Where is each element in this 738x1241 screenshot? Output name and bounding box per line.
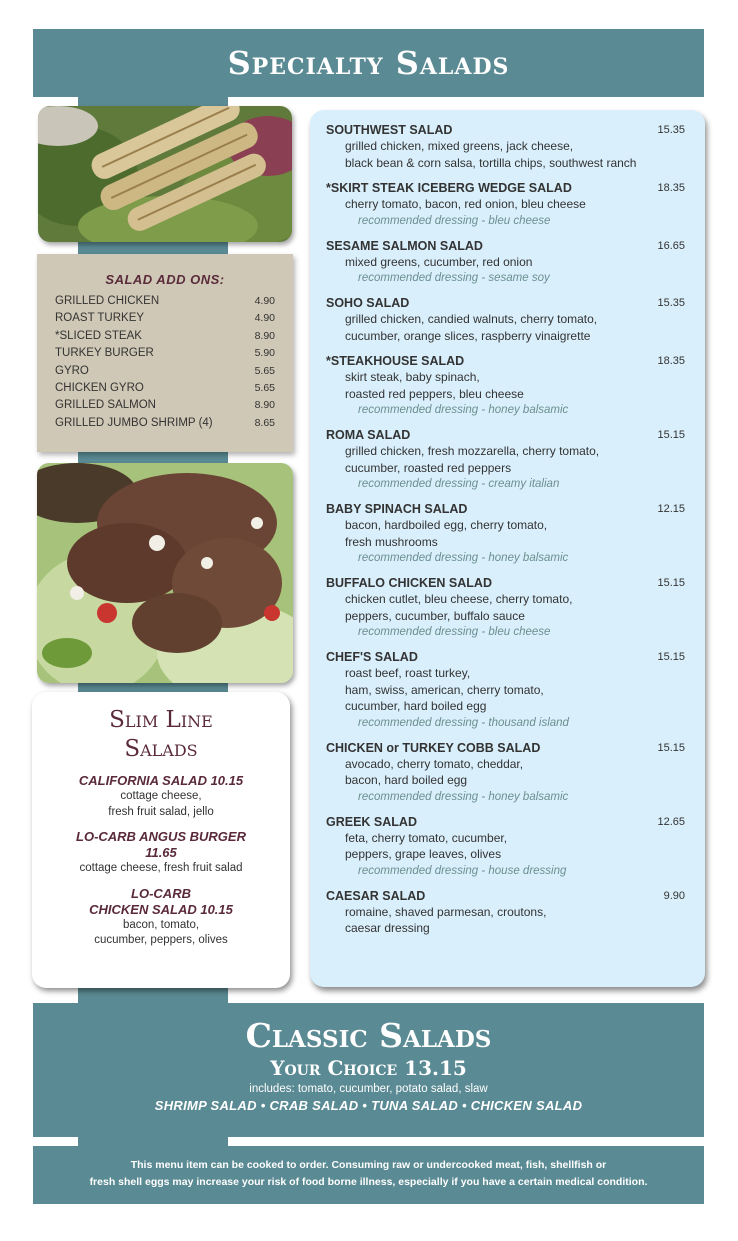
slim-line-title (32, 706, 290, 764)
slim-item (32, 886, 290, 949)
salad-description: chicken cutlet, bleu cheese, cherry tomato, (345, 592, 573, 606)
salad-description: bacon, hardboiled egg, cherry tomato, (345, 518, 548, 532)
salad-price: 18.35 (657, 182, 685, 194)
addon-row (55, 310, 275, 327)
salad-header (326, 575, 685, 591)
salad-price: 12.65 (657, 815, 685, 828)
slim-item (32, 829, 290, 877)
grilled-chicken-salad-photo (38, 106, 292, 242)
salad-name: SESAME SALMON SALAD (326, 238, 483, 253)
salad-header (326, 238, 685, 254)
salad-description: grilled chicken, mixed greens, jack cheese, (345, 139, 574, 153)
salad-item (326, 814, 685, 879)
add-ons-title: SALAD ADD ONS: (105, 272, 225, 287)
addon-row (55, 293, 275, 310)
salad-item (326, 888, 685, 937)
salad-description: peppers, grape leaves, olives (345, 847, 502, 861)
salad-description: ham, swiss, american, cherry tomato, (345, 682, 544, 697)
slim-item-name: CALIFORNIA SALAD 10.15 (78, 773, 244, 788)
salad-item (326, 427, 685, 492)
addon-price: 5.65 (254, 364, 275, 377)
gyro-salad-photo (37, 463, 293, 683)
addon-price: 5.65 (254, 382, 275, 395)
disclaimer-line: fresh shell eggs may increase your risk of food borne illness, especially if you have a certain medical condition. (89, 1176, 648, 1188)
salad-name: CHEF'S SALAD (326, 650, 418, 664)
salad-item (326, 740, 685, 805)
salad-header (326, 427, 685, 443)
salad-description: romaine, shaved parmesan, croutons, (345, 904, 547, 919)
salad-recommended-dressing: recommended dressing - sesame soy (358, 272, 550, 284)
salad-description: caesar dressing (345, 921, 430, 935)
salad-recommended-dressing: recommended dressing - thousand island (358, 716, 569, 729)
salad-description: cherry tomato, bacon, red onion, bleu cheese (345, 197, 586, 211)
salad-header (326, 501, 685, 517)
salad-name: *SKIRT STEAK ICEBERG WEDGE SALAD (326, 181, 572, 195)
salad-recommended-dressing: recommended dressing - creamy italian (358, 478, 560, 490)
addon-name: GRILLED SALMON (55, 399, 156, 412)
salad-description: skirt steak, baby spinach, (345, 370, 480, 384)
salad-item (326, 353, 685, 418)
salad-item (326, 649, 685, 731)
slim-item-name: LO-CARB ANGUS BURGER (76, 829, 246, 844)
salad-price: 15.15 (657, 741, 685, 754)
salad-item (326, 501, 685, 566)
salad-description: roast beef, roast turkey, (345, 666, 471, 680)
specialty-salads-list (310, 110, 705, 987)
slim-item (32, 773, 290, 820)
salad-description: bacon, hard boiled egg (345, 773, 468, 787)
salad-name: GREEK SALAD (326, 814, 417, 829)
addon-name: ROAST TURKEY (55, 312, 145, 325)
salad-name: CAESAR SALAD (326, 888, 426, 903)
salad-item (326, 122, 685, 171)
salad-recommended-dressing: recommended dressing - honey balsamic (358, 404, 569, 416)
slim-item-desc: fresh fruit salad, jello (108, 805, 214, 818)
salad-header (326, 180, 685, 196)
salad-description: grilled chicken, candied walnuts, cherry tomato, (345, 312, 598, 326)
salad-header (326, 740, 685, 756)
slim-line-salads-box (32, 692, 290, 988)
salad-description: feta, cherry tomato, cucumber, (345, 830, 508, 845)
slim-item-desc: cottage cheese, (120, 790, 202, 802)
salad-description: cucumber, roasted red peppers (345, 460, 512, 475)
addon-row (55, 415, 275, 432)
salad-header (326, 888, 685, 904)
classic-salads-title: Classic Salads (245, 1016, 492, 1055)
salad-header (326, 295, 685, 311)
disclaimer-line: This menu item can be cooked to order. Consuming raw or undercooked meat, fish, shellfish or (130, 1159, 607, 1171)
salad-recommended-dressing: recommended dressing - bleu cheese (358, 214, 551, 227)
addon-name: CHICKEN GYRO (55, 382, 144, 395)
slim-item-desc: bacon, tomato, (122, 918, 200, 931)
addon-row (55, 328, 275, 345)
salad-price: 15.15 (657, 651, 685, 663)
salad-description: peppers, cucumber, buffalo sauce (345, 608, 525, 623)
classic-salads-price: Your Choice 13.15 (270, 1056, 467, 1080)
salad-item (326, 180, 685, 229)
salad-description: cucumber, orange slices, raspberry vinaigrette (345, 328, 591, 343)
salad-recommended-dressing: recommended dressing - house dressing (358, 864, 567, 877)
salad-price: 15.35 (657, 297, 685, 309)
slim-item-name: CHICKEN SALAD 10.15 (89, 901, 233, 917)
addon-price: 4.90 (254, 312, 275, 325)
salad-header (326, 122, 685, 138)
salad-recommended-dressing: recommended dressing - bleu cheese (358, 626, 551, 638)
addon-row (55, 397, 275, 414)
slim-item-desc: cucumber, peppers, olives (94, 934, 228, 946)
salad-name: ROMA SALAD (326, 428, 411, 442)
salad-item (326, 295, 685, 344)
addon-name: *SLICED STEAK (55, 329, 142, 342)
salad-header (326, 814, 685, 830)
salad-price: 9.90 (663, 889, 685, 902)
addon-name: GRILLED CHICKEN (55, 295, 160, 307)
salad-description: cucumber, hard boiled egg (345, 699, 487, 713)
salad-description: fresh mushrooms (345, 534, 438, 549)
salad-add-ons-box (37, 254, 293, 452)
slim-item-desc: cottage cheese, fresh fruit salad (79, 862, 243, 874)
salad-price: 15.15 (657, 429, 685, 441)
slim-line-title-line: Salads (124, 736, 198, 762)
page-title: Specialty Salads (227, 44, 510, 82)
addon-name: GYRO (55, 364, 89, 377)
salad-recommended-dressing: recommended dressing - honey balsamic (358, 790, 569, 803)
salad-header (326, 353, 685, 369)
salad-name: SOUTHWEST SALAD (326, 123, 453, 137)
salad-price: 15.15 (657, 577, 685, 589)
salad-name: SOHO SALAD (326, 296, 410, 310)
addon-price: 5.90 (254, 347, 275, 360)
addon-row (55, 345, 275, 362)
salad-description: mixed greens, cucumber, red onion (345, 254, 533, 269)
salad-name: BUFFALO CHICKEN SALAD (326, 576, 492, 590)
classic-salads-list: SHRIMP SALAD • CRAB SALAD • TUNA SALAD • CHICKEN SALAD (154, 1098, 583, 1113)
addon-name: GRILLED JUMBO SHRIMP (4) (55, 416, 213, 429)
salad-header (326, 649, 685, 665)
slim-line-title-line: Slim Line (109, 707, 213, 733)
salad-name: *STEAKHOUSE SALAD (326, 354, 465, 368)
addon-price: 8.90 (254, 329, 275, 342)
salad-price: 15.35 (657, 124, 685, 136)
slim-item-name: LO-CARB (131, 885, 191, 901)
addon-price: 8.65 (254, 416, 275, 429)
slim-item-name: 11.65 (145, 845, 177, 860)
salad-item (326, 575, 685, 640)
classic-salads-banner (33, 1003, 704, 1137)
classic-salads-includes: includes: tomato, cucumber, potato salad, slaw (249, 1083, 488, 1095)
food-safety-disclaimer (33, 1146, 704, 1204)
salad-price: 12.15 (657, 503, 685, 515)
salad-description: black bean & corn salsa, tortilla chips, southwest ranch (345, 155, 637, 170)
addon-row (55, 380, 275, 397)
addon-name: TURKEY BURGER (55, 347, 154, 360)
salad-price: 16.65 (657, 239, 685, 252)
specialty-salads-banner (33, 29, 704, 97)
addon-price: 8.90 (254, 399, 275, 412)
salad-item (326, 238, 685, 287)
salad-description: roasted red peppers, bleu cheese (345, 386, 524, 401)
salad-name: BABY SPINACH SALAD (326, 502, 468, 516)
salad-description: avocado, cherry tomato, cheddar, (345, 756, 524, 771)
salad-name: CHICKEN or TURKEY COBB SALAD (326, 740, 541, 755)
salad-price: 18.35 (657, 355, 685, 367)
addon-price: 4.90 (254, 295, 275, 307)
addon-row (55, 363, 275, 380)
salad-recommended-dressing: recommended dressing - honey balsamic (358, 552, 569, 564)
salad-description: grilled chicken, fresh mozzarella, cherry tomato, (345, 444, 600, 458)
